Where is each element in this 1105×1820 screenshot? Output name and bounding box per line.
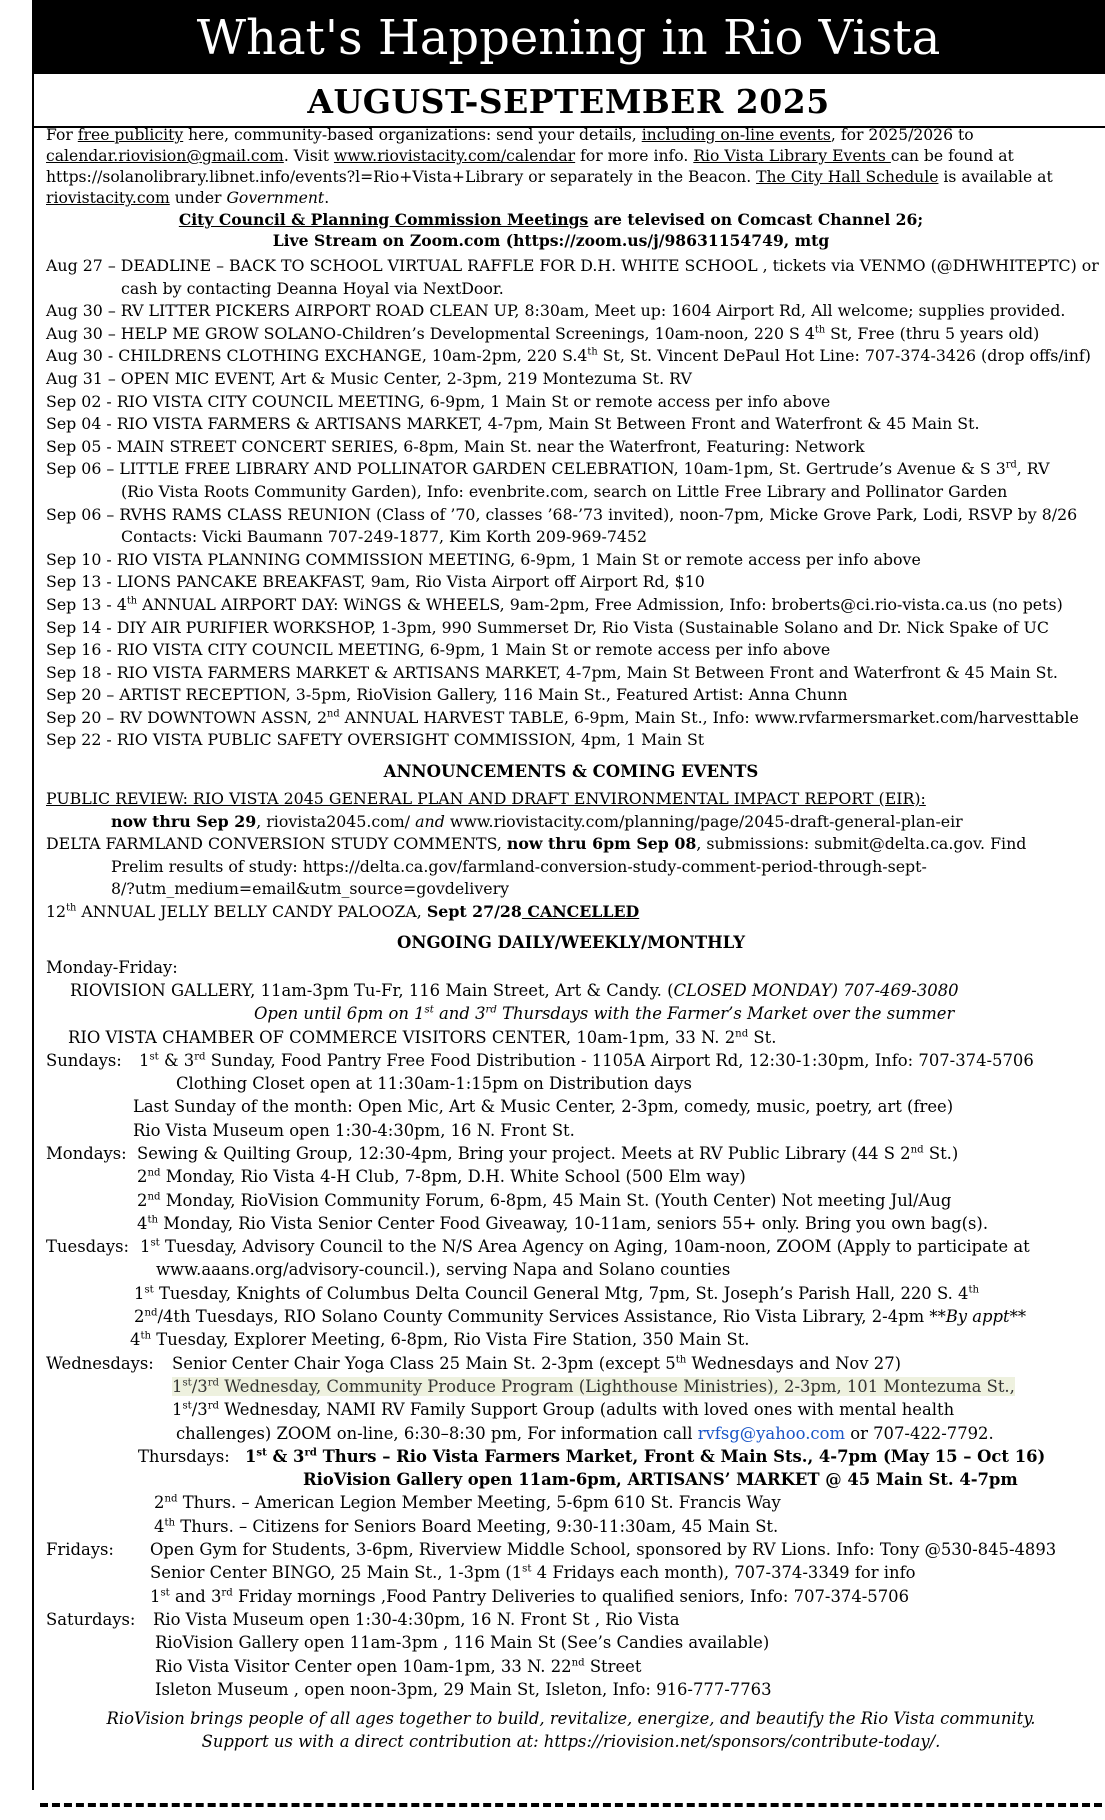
day-label: Mondays: — [46, 1144, 127, 1163]
announcement-item-cont: Prelim results of study: https://delta.ca.gov/farmland-conversion-study-comment-period-through-sept- — [111, 856, 927, 876]
ongoing-item — [46, 1655, 1096, 1678]
event-item: Sep 10 - RIO VISTA PLANNING COMMISSION MEETING, 6-9pm, 1 Main St or remote access per info above — [46, 549, 921, 569]
ongoing-item — [46, 1352, 1096, 1375]
day-label: Tuesdays: — [46, 1237, 130, 1257]
cancelled-badge: CANCELLED — [521, 902, 640, 922]
day-label: Saturdays: — [46, 1609, 136, 1629]
text: St, St. Vincent DePaul Hot Line: 707-374-3426 (drop offs/inf) — [597, 346, 1091, 366]
text: st — [256, 1446, 267, 1459]
text: th — [675, 1354, 687, 1366]
text: , for 2025/2026 to — [830, 126, 974, 144]
highlighted-item — [172, 1377, 1015, 1396]
text: Aug 30 – HELP ME GROW SOLANO-Children’s Developmental Screenings, 10am-noon, 220 S 4 — [46, 323, 815, 343]
ongoing-item — [46, 1142, 1096, 1165]
event-item: Sep 02 - RIO VISTA CITY COUNCIL MEETING, 6-9pm, 1 Main St or remote access per info above — [46, 391, 831, 411]
announcement-item: PUBLIC REVIEW: RIO VISTA 2045 GENERAL PLAN AND DRAFT ENVIRONMENTAL IMPACT REPORT (EIR): — [46, 789, 926, 809]
page-title: What's Happening in Rio Vista — [32, 0, 1105, 72]
text: CLOSED MONDAY) 707-469-3080 — [673, 980, 959, 1000]
month-heading: AUGUST-SEPTEMBER 2025 — [32, 72, 1105, 128]
text: St. — [748, 1027, 777, 1047]
announcement-item-cont — [46, 811, 1096, 834]
text: 2 — [134, 1307, 145, 1327]
text: nd — [147, 1191, 161, 1203]
event-item — [46, 594, 1096, 617]
event-item: Sep 20 – ARTIST RECEPTION, 3-5pm, RioVision Gallery, 116 Main St., Featured Artist: Anna Chunn — [46, 685, 848, 705]
text: City Council & Planning Commission Meetings — [178, 210, 589, 229]
text: nd — [147, 1167, 161, 1179]
ongoing-item — [46, 1538, 1096, 1561]
text: Government — [226, 189, 325, 207]
intro-line — [46, 167, 1096, 188]
text: St, Free (thru 5 years old) — [825, 323, 1040, 343]
text: and 3 — [169, 1586, 222, 1606]
text: th — [587, 347, 598, 359]
day-label: Thursdays: — [138, 1446, 230, 1466]
text: Rio Vista Museum open 1:30-4:30pm, 16 N. Front St , Rio Vista — [153, 1609, 680, 1629]
text: Thurs. – Citizens for Seniors Board Meeting, 9:30-11:30am, 45 Main St. — [175, 1516, 779, 1536]
event-item: Sep 05 - MAIN STREET CONCERT SERIES, 6-8pm, Main St. near the Waterfront, Featuring: Network — [46, 436, 865, 456]
text: , riovista2045.com/ — [256, 811, 416, 831]
text: Rio Vista Visitor Center open 10am-1pm, 33 N. 22 — [155, 1656, 572, 1676]
event-item: Sep 16 - RIO VISTA CITY COUNCIL MEETING, 6-9pm, 1 Main St or remote access per info above — [46, 640, 831, 660]
text: /4th Tuesdays, RIO Solano County Community Services Assistance, Rio Vista Library, 2-4pm — [157, 1307, 930, 1327]
ongoing-item — [46, 1235, 1096, 1258]
event-item: Sep 13 - LIONS PANCAKE BREAKFAST, 9am, Rio Vista Airport off Airport Rd, $10 — [46, 572, 705, 592]
text: and — [415, 811, 445, 831]
dashed-divider — [40, 1803, 1102, 1807]
text: 4 — [154, 1516, 165, 1536]
intro-line — [46, 188, 1096, 209]
text: challenges) ZOOM on-line, 6:30–8:30 pm, For information call — [176, 1423, 698, 1443]
text: https://solanolibrary.libnet.info/events?l=Rio+Vista+Library or separately in the Beacon. — [46, 168, 757, 186]
event-item-cont: cash by contacting Deanna Hoyal via NextDoor. — [121, 278, 504, 298]
ongoing-heading: ONGOING DAILY/WEEKLY/MONTHLY — [396, 932, 746, 952]
text: st — [144, 1284, 154, 1296]
text: rd — [304, 1446, 317, 1459]
text: th — [968, 1284, 980, 1296]
text: . Visit — [283, 147, 334, 165]
ongoing-item — [46, 1189, 1096, 1212]
event-item — [46, 458, 1096, 481]
text: can be found at — [890, 147, 1014, 165]
text: DELTA FARMLAND CONVERSION STUDY COMMENTS, — [46, 834, 507, 854]
ongoing-item — [46, 1212, 1096, 1235]
text: Sep 20 – RV DOWNTOWN ASSN, 2 — [46, 707, 328, 727]
day-label: Sundays: — [46, 1050, 122, 1070]
event-item: Aug 27 – DEADLINE – BACK TO SCHOOL VIRTUAL RAFFLE FOR D.H. WHITE SCHOOL , tickets via VENMO (@DHWHITEPTC) or — [46, 256, 1099, 275]
text: Monday, Rio Vista 4-H Club, 7-8pm, D.H. White School (500 Elm way) — [160, 1167, 746, 1187]
text: nd — [910, 1144, 924, 1156]
ongoing-item — [46, 1165, 1096, 1188]
text: Tuesday, Advisory Council to the N/S Area Agency on Aging, 10am-noon, ZOOM (Apply to participate at — [159, 1237, 1030, 1257]
ongoing-item: RioVision Gallery open 11am-6pm, ARTISANS’ MARKET @ 45 Main St. 4-7pm — [303, 1470, 1018, 1490]
text: 1 — [139, 1050, 150, 1070]
text: , submissions: submit@delta.ca.gov. Find — [696, 834, 1027, 854]
event-item: Sep 14 - DIY AIR PURIFIER WORKSHOP, 1-3pm, 990 Summerset Dr, Rio Vista (Sustainable Solano and Dr. Nick Spake of UC — [46, 617, 1049, 637]
event-item-cont: Contacts: Vicki Baumann 707-249-1877, Kim Korth 209-969-7452 — [121, 527, 648, 547]
event-item: Aug 31 – OPEN MIC EVENT, Art & Music Center, 2-3pm, 219 Montezuma St. RV — [46, 368, 692, 388]
text: & 3 — [266, 1446, 305, 1466]
text: nd — [735, 1028, 749, 1040]
intro-line — [46, 125, 1096, 146]
text: now thru Sep 29 — [111, 811, 257, 831]
text: Wednesday, Community Produce Program (Lighthouse Ministries), 2-3pm, 101 Montezuma St., — [219, 1376, 1015, 1396]
text: Sep 06 – LITTLE FREE LIBRARY AND POLLINATOR GARDEN CELEBRATION, 10am-1pm, St. Gertrude’s Avenue & S 3 — [46, 459, 1006, 479]
ongoing-item — [46, 1445, 1096, 1468]
text: 2 — [137, 1167, 148, 1187]
ongoing-item: Rio Vista Museum open 1:30-4:30pm, 16 N. Front St. — [133, 1120, 575, 1140]
text: 1 — [150, 1586, 161, 1606]
ongoing-item — [46, 1375, 1096, 1398]
ongoing-item — [46, 1002, 1096, 1025]
text: ANNUAL JELLY BELLY CANDY PALOOZA, — [76, 902, 427, 922]
text: st — [150, 1237, 160, 1249]
text: rd — [221, 1587, 233, 1599]
text: st — [160, 1587, 170, 1599]
text: Tuesday, Knights of Columbus Delta Council General Mtg, 7pm, St. Joseph’s Parish Hall, 220 S. 4 — [153, 1283, 969, 1303]
event-item: Sep 18 - RIO VISTA FARMERS MARKET & ARTISANS MARKET, 4-7pm, Main St Between Front and Waterfront & 45 Main St. — [46, 662, 1058, 682]
ongoing-item — [46, 1608, 1096, 1631]
ongoing-item — [46, 1398, 1096, 1421]
text: 12 — [46, 902, 67, 922]
text: now thru 6pm Sep 08 — [506, 834, 697, 854]
announcement-item-cont: 8/?utm_medium=email&utm_source=govdelivery — [111, 879, 510, 899]
text: 4 Fridays each month), 707-374-3349 for info — [531, 1563, 916, 1583]
ongoing-item — [46, 1515, 1096, 1538]
text: th — [140, 1330, 152, 1342]
text: Senior Center BINGO, 25 Main St., 1-3pm (1 — [150, 1563, 523, 1583]
event-item: Sep 22 - RIO VISTA PUBLIC SAFETY OVERSIGHT COMMISSION, 4pm, 1 Main St — [46, 730, 705, 750]
text: 2 — [137, 1190, 148, 1210]
text: /3 — [191, 1400, 208, 1420]
day-label: Wednesdays: — [46, 1353, 154, 1373]
text: ANNUAL AIRPORT DAY: WiNGS & WHEELS, 9am-2pm, Free Admission, Info: broberts@ci.rio-vista.ca.us (no pets) — [137, 594, 1063, 614]
text: are televised on Comcast Channel 26; — [588, 210, 924, 229]
tv-notice — [46, 209, 1096, 230]
text: rd — [194, 1051, 206, 1063]
ongoing-item: RioVision Gallery open 11am-3pm , 116 Main St (See’s Candies available) — [155, 1633, 770, 1653]
ongoing-item — [46, 1049, 1096, 1072]
text: Monday, Rio Vista Senior Center Food Giveaway, 10-11am, seniors 55+ only. Bring you own bag(s). — [158, 1213, 989, 1233]
text: rd — [207, 1400, 220, 1412]
text: 4 — [130, 1330, 141, 1350]
text: under — [169, 189, 227, 207]
ongoing-item — [46, 1305, 1096, 1328]
text: Senior Center Chair Yoga Class 25 Main St. 2-3pm (except 5 — [172, 1353, 676, 1373]
announcements-heading: ANNOUNCEMENTS & COMING EVENTS — [383, 762, 759, 782]
text: st — [149, 1051, 159, 1063]
text: nd — [571, 1657, 585, 1669]
footer-line: Support us with a direct contribution at: https://riovision.net/sponsors/contribute-today/. — [201, 1732, 941, 1752]
nami-email-link[interactable]: rvfsg@yahoo.com — [697, 1423, 845, 1443]
text: th — [66, 902, 77, 914]
footer-line: RioVision brings people of all ages together to build, revitalize, energize, and beautify the Rio Vista community. — [106, 1709, 1036, 1729]
ongoing-item — [46, 1585, 1096, 1608]
text: Sunday, Food Pantry Free Food Distribution - 1105A Airport Rd, 12:30-1:30pm, Info: 707-374-5706 — [205, 1050, 1034, 1070]
text: th — [147, 1214, 159, 1226]
text: Wednesday, NAMI RV Family Support Group (adults with loved ones with mental health — [219, 1400, 955, 1420]
event-item — [46, 345, 1096, 368]
text: & 3 — [158, 1050, 195, 1070]
text: st — [424, 1004, 434, 1016]
text: st — [522, 1563, 532, 1575]
text: rd — [485, 1004, 497, 1016]
text: nd — [144, 1307, 158, 1319]
intro-line — [46, 146, 1096, 167]
text: th — [164, 1517, 176, 1529]
text: 2 — [154, 1493, 165, 1513]
city-site-link[interactable]: riovistacity.com — [46, 189, 170, 207]
text: For — [46, 126, 78, 144]
text: Thurs. – American Legion Member Meeting, 5-6pm 610 St. Francis Way — [177, 1493, 781, 1513]
event-item: Aug 30 – RV LITTER PICKERS AIRPORT ROAD CLEAN UP, 8:30am, Meet up: 1604 Airport Rd, All welcome; supplies provided. — [46, 301, 1066, 321]
text: Monday, RioVision Community Forum, 6-8pm, 45 Main St. (Youth Center) Not meeting Jul/Aug — [160, 1190, 952, 1210]
text: 4 — [137, 1213, 148, 1233]
text: th — [126, 595, 138, 607]
text: 1 — [134, 1283, 145, 1303]
event-item — [46, 323, 1096, 346]
text: rd — [207, 1377, 220, 1389]
text: is available at — [938, 168, 1053, 186]
text: , RV — [1016, 459, 1050, 479]
ongoing-item: Isleton Museum , open noon-3pm, 29 Main St, Isleton, Info: 916-777-7763 — [155, 1679, 772, 1699]
text: Thurs – Rio Vista Farmers Market, Front & Main Sts., 4-7pm (May 15 – Oct 16) — [316, 1446, 1046, 1466]
ongoing-item — [46, 979, 1096, 1002]
text: Street — [584, 1656, 642, 1676]
calendar-email-link[interactable]: calendar.riovision@gmail.com — [46, 147, 284, 165]
text: Open until 6pm on 1 — [254, 1004, 425, 1024]
text: **By appt** — [929, 1307, 1027, 1327]
ongoing-item — [46, 1282, 1096, 1305]
day-label: Fridays: — [46, 1540, 114, 1560]
text: ANNUAL HARVEST TABLE, 6-9pm, Main St., Info: www.rvfarmersmarket.com/harvesttable — [339, 707, 1079, 727]
event-item-cont: (Rio Vista Roots Community Garden), Info: evenbrite.com, search on Little Free Library and Pollinator Garden — [121, 481, 1008, 501]
text: st — [182, 1377, 192, 1389]
ongoing-item — [46, 1561, 1096, 1584]
ongoing-item: www.aaans.org/advisory-council.), serving Napa and Solano counties — [156, 1260, 731, 1280]
text: Thursdays with the Farmer’s Market over the summer — [496, 1004, 955, 1024]
text: Tuesday, Explorer Meeting, 6-8pm, Rio Vista Fire Station, 350 Main St. — [151, 1330, 750, 1350]
ongoing-item: Clothing Closet open at 11:30am-1:15pm on Distribution days — [176, 1074, 692, 1094]
text: Sewing & Quilting Group, 12:30-4pm, Bring your project. Meets at RV Public Library (44 S 2 — [137, 1144, 911, 1163]
calendar-link[interactable]: www.riovistacity.com/calendar — [333, 147, 576, 165]
announcement-item — [46, 833, 1096, 856]
event-item: Sep 04 - RIO VISTA FARMERS & ARTISANS MARKET, 4-7pm, Main St Between Front and Waterfront & 45 Main St. — [46, 414, 980, 434]
text: and 3 — [433, 1004, 486, 1024]
text: Sept 27/28 — [426, 902, 522, 922]
text: here, community-based organizations: send your details, — [183, 126, 642, 144]
text: or 707-422-7792. — [845, 1423, 994, 1443]
text: rd — [1005, 460, 1017, 472]
text: RIO VISTA CHAMBER OF COMMERCE VISITORS CENTER, 10am-1pm, 33 N. 2 — [68, 1027, 736, 1047]
stream-notice: Live Stream on Zoom.com (https://zoom.us/j/98631154749, mtg — [272, 231, 830, 250]
ongoing-item: Last Sunday of the month: Open Mic, Art & Music Center, 2-3pm, comedy, music, poetry, art (free) — [133, 1097, 954, 1117]
calendar-content — [46, 125, 1099, 1754]
ongoing-item — [46, 1491, 1096, 1514]
text: 1 — [140, 1237, 151, 1257]
library-events-text: Rio Vista Library Events — [693, 147, 891, 165]
free-publicity-text: free publicity — [77, 126, 184, 144]
text: RIOVISION GALLERY, 11am-3pm Tu-Fr, 116 Main Street, Art & Candy. ( — [70, 980, 674, 1000]
city-hall-schedule-text: The City Hall Schedule — [756, 168, 939, 186]
text: 1 — [172, 1376, 183, 1396]
text: st — [182, 1400, 192, 1412]
text: nd — [164, 1493, 178, 1505]
ongoing-item — [46, 1328, 1096, 1351]
ongoing-item — [46, 1026, 1096, 1049]
text: 1 — [172, 1400, 183, 1420]
online-events-text: including on-line events — [641, 126, 831, 144]
text: Sep 13 - 4 — [46, 594, 127, 614]
announcement-item — [46, 901, 1096, 924]
text: St.) — [923, 1144, 959, 1163]
text: for more info. — [575, 147, 694, 165]
text: nd — [327, 708, 340, 720]
text: /3 — [191, 1376, 208, 1396]
ongoing-item — [46, 1422, 1096, 1445]
text: Open Gym for Students, 3-6pm, Riverview Middle School, sponsored by RV Lions. Info: Tony @530-845-4893 — [150, 1540, 1057, 1560]
day-label: Monday-Friday: — [46, 957, 178, 977]
event-item — [46, 707, 1096, 730]
text: th — [814, 324, 826, 336]
text: www.riovistacity.com/planning/page/2045-draft-general-plan-eir — [444, 811, 963, 831]
text: Wednesdays and Nov 27) — [686, 1353, 902, 1373]
event-item: Sep 06 – RVHS RAMS CLASS REUNION (Class of ’70, classes ’68-’73 invited), noon-7pm, Micke Grove Park, Lodi, RSVP by 8/26 — [46, 504, 1078, 524]
text: 1 — [245, 1446, 257, 1466]
text: Friday mornings ,Food Pantry Deliveries to qualified seniors, Info: 707-374-5706 — [232, 1586, 909, 1606]
text: . — [324, 189, 330, 207]
text: Aug 30 - CHILDRENS CLOTHING EXCHANGE, 10am-2pm, 220 S.4 — [46, 346, 588, 366]
